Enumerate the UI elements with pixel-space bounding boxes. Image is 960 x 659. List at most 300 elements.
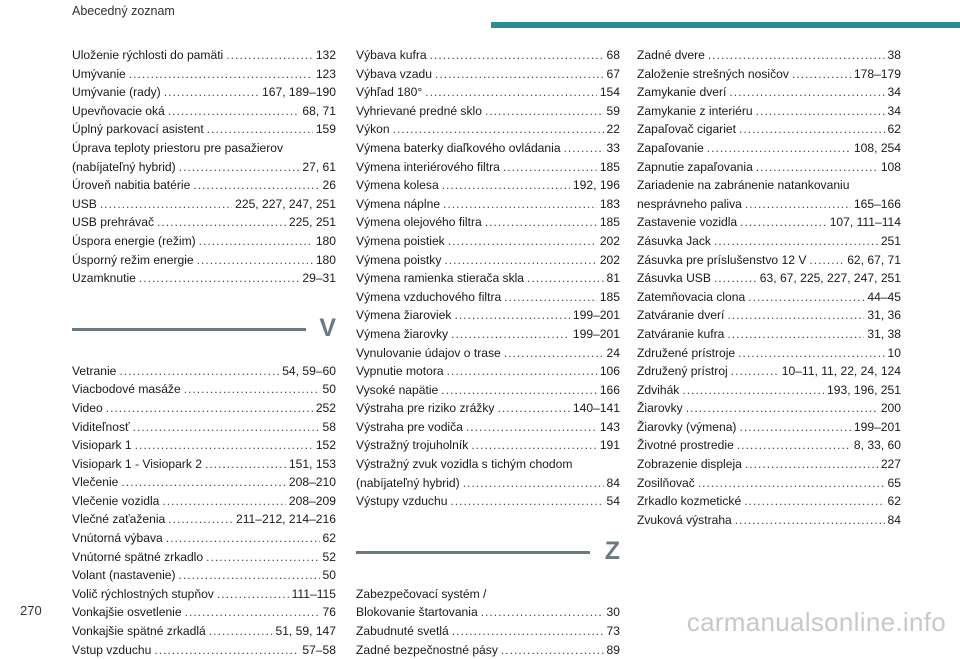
index-entry-pages: 108, 254 bbox=[853, 140, 901, 155]
dot-leader bbox=[564, 139, 604, 158]
index-entry-pages: 202 bbox=[599, 252, 620, 267]
index-entry-pages: 24 bbox=[606, 345, 620, 360]
index-entry bbox=[356, 213, 620, 232]
index-entry-pages: 132 bbox=[315, 48, 336, 62]
index-entry bbox=[356, 232, 620, 251]
index-entry-term: Vetranie bbox=[72, 363, 117, 378]
dot-leader bbox=[727, 325, 864, 344]
index-entry bbox=[72, 529, 336, 548]
dot-leader bbox=[425, 83, 597, 102]
index-entry bbox=[72, 399, 336, 418]
index-entry-pages: 202 bbox=[599, 233, 620, 248]
index-entry bbox=[356, 399, 620, 418]
index-entry-term: Úroveň nabitia batérie bbox=[72, 178, 191, 193]
index-entry-pages: 107, 111–114 bbox=[829, 215, 901, 230]
index-entry-term: Výmena olejového filtra bbox=[356, 215, 482, 230]
index-entry-term: nesprávneho paliva bbox=[637, 196, 742, 211]
index-entry-pages: 180 bbox=[315, 252, 336, 267]
dot-leader bbox=[119, 362, 279, 381]
index-entry-first-line: Úprava teploty priestoru pre pasažierov bbox=[72, 140, 284, 155]
header-accent-bar bbox=[491, 22, 960, 28]
dot-leader bbox=[450, 492, 603, 511]
index-entry-pages: 165–166 bbox=[853, 196, 901, 211]
index-entry bbox=[637, 399, 901, 418]
index-column-3 bbox=[637, 46, 901, 529]
dot-leader bbox=[452, 622, 604, 641]
index-entry-pages: 111–115 bbox=[291, 586, 336, 601]
index-entry bbox=[356, 492, 620, 511]
index-entry-pages: 252 bbox=[315, 400, 336, 415]
index-entry bbox=[356, 344, 620, 363]
index-entry-term: (nabíjateľný hybrid) bbox=[72, 159, 176, 174]
index-entry-pages: 178–179 bbox=[853, 66, 901, 81]
section-letter: Z bbox=[604, 536, 620, 565]
index-entry bbox=[72, 232, 336, 251]
index-entry-term: Vlečenie bbox=[72, 475, 119, 490]
index-entry-term: Zastavenie vozidla bbox=[637, 215, 738, 230]
dot-leader bbox=[756, 158, 878, 177]
index-entry-pages: 225, 227, 247, 251 bbox=[235, 196, 336, 211]
dot-leader bbox=[756, 102, 885, 121]
index-entry bbox=[72, 65, 336, 84]
index-entry-pages: 31, 36 bbox=[867, 308, 901, 323]
index-entry bbox=[72, 455, 336, 474]
index-entry-pages: 27, 61 bbox=[302, 159, 336, 174]
index-entry-pages: 31, 38 bbox=[867, 326, 901, 341]
dot-leader bbox=[727, 306, 864, 325]
index-entry bbox=[356, 418, 620, 437]
index-entry bbox=[356, 288, 620, 307]
index-entry-pages: 180 bbox=[315, 233, 336, 248]
index-entry-pages: 50 bbox=[322, 568, 336, 583]
dot-leader bbox=[226, 46, 313, 65]
index-entry bbox=[637, 102, 901, 121]
index-entry bbox=[637, 83, 901, 102]
index-entry-term: Visiopark 1 - Visiopark 2 bbox=[72, 456, 202, 471]
dot-leader bbox=[485, 213, 597, 232]
index-entry-pages: 200 bbox=[880, 401, 901, 416]
index-entry-pages: 151, 153 bbox=[288, 456, 336, 471]
index-entry-pages: 185 bbox=[599, 215, 620, 230]
dot-leader bbox=[184, 380, 320, 399]
dot-leader bbox=[698, 474, 885, 493]
entry-list-v-continued bbox=[356, 46, 620, 511]
index-entry bbox=[637, 474, 901, 493]
entry-list-z bbox=[356, 585, 620, 659]
index-entry-term: Zásuvka Jack bbox=[637, 233, 711, 248]
index-entry-term: Úsporný režim energie bbox=[72, 252, 194, 267]
index-entry-term: Životné prostredie bbox=[637, 438, 734, 453]
index-entry-term: Zamykanie z interiéru bbox=[637, 103, 753, 118]
index-entry bbox=[72, 269, 336, 288]
index-entry bbox=[637, 362, 901, 381]
section-divider-v bbox=[72, 313, 336, 354]
index-entry bbox=[72, 510, 336, 529]
index-entry-term: Úspora energie (režim) bbox=[72, 233, 196, 248]
section-letter: V bbox=[319, 313, 336, 342]
index-entry bbox=[637, 232, 901, 251]
index-entry bbox=[637, 306, 901, 325]
index-entry bbox=[356, 158, 620, 177]
dot-leader bbox=[497, 399, 569, 418]
index-entry-pages: 8, 33, 60 bbox=[853, 438, 901, 453]
index-entry bbox=[72, 492, 336, 511]
index-entry-pages: 58 bbox=[322, 419, 336, 434]
index-entry-pages: 51, 59, 147 bbox=[275, 624, 336, 639]
index-entry-pages: 251 bbox=[880, 233, 901, 248]
index-entry bbox=[72, 362, 336, 381]
index-entry-term: Umývanie (rady) bbox=[72, 85, 161, 100]
entry-list-z-continued bbox=[637, 46, 901, 529]
index-entry bbox=[637, 251, 901, 270]
index-entry bbox=[72, 566, 336, 585]
dot-leader bbox=[504, 344, 604, 363]
index-entry-term: Volič rýchlostných stupňov bbox=[72, 586, 214, 601]
index-entry-term: Viacbodové masáže bbox=[72, 382, 181, 397]
index-entry-term: Výmena žiaroviek bbox=[356, 308, 452, 323]
index-entry-term: Zásuvka pre príslušenstvo 12 V bbox=[637, 252, 807, 267]
index-entry-pages: 208–209 bbox=[288, 493, 336, 508]
dot-leader bbox=[444, 251, 596, 270]
index-entry-pages: 52 bbox=[322, 549, 336, 564]
index-entry-pages: 199–201 bbox=[572, 326, 620, 341]
index-entry bbox=[72, 418, 336, 437]
index-entry-term: Vyhrievané predné sklo bbox=[356, 103, 482, 118]
index-entry-term: USB prehrávač bbox=[72, 215, 155, 230]
dot-leader bbox=[442, 176, 570, 195]
index-entry-pages: 62 bbox=[887, 494, 901, 509]
index-entry-term: Vlečné zaťaženia bbox=[72, 512, 166, 527]
index-entry bbox=[72, 473, 336, 492]
index-entry-pages: 225, 251 bbox=[288, 215, 336, 230]
dot-leader bbox=[792, 65, 851, 84]
dot-leader bbox=[133, 418, 320, 437]
index-entry-pages: 57–58 bbox=[302, 642, 336, 657]
index-entry-pages: 54 bbox=[606, 494, 620, 509]
index-entry-term: Visiopark 1 bbox=[72, 438, 132, 453]
index-entry bbox=[72, 251, 336, 270]
index-entry-term: Výmena žiarovky bbox=[356, 326, 449, 341]
index-entry-term: Zatemňovacia clona bbox=[637, 289, 746, 304]
index-entry bbox=[356, 325, 620, 344]
index-entry-pages: 30 bbox=[606, 605, 620, 620]
index-entry bbox=[356, 102, 620, 121]
dot-leader bbox=[485, 102, 604, 121]
dot-leader bbox=[121, 473, 286, 492]
dot-leader bbox=[729, 83, 884, 102]
dot-leader bbox=[135, 436, 313, 455]
index-entry-pages: 106 bbox=[599, 364, 620, 379]
index-entry bbox=[637, 213, 901, 232]
index-entry-pages: 10–11, 11, 22, 24, 124 bbox=[781, 364, 901, 379]
watermark-text: carmanualsonline.info bbox=[686, 607, 946, 637]
index-entry-term: Výmena ramienka stierača skla bbox=[356, 271, 525, 286]
index-entry bbox=[356, 474, 620, 493]
index-entry bbox=[72, 195, 336, 214]
index-entry-term: Založenie strešných nosičov bbox=[637, 66, 789, 81]
index-entry bbox=[637, 269, 901, 288]
index-entry bbox=[637, 418, 901, 437]
index-entry-pages: 67 bbox=[606, 66, 620, 81]
dot-leader bbox=[100, 195, 232, 214]
index-entry bbox=[72, 83, 336, 102]
dot-leader bbox=[435, 65, 604, 84]
index-entry bbox=[637, 46, 901, 65]
index-entry-pages: 62 bbox=[887, 122, 901, 137]
index-entry-term: Vnútorná výbava bbox=[72, 531, 163, 546]
dot-leader bbox=[454, 306, 569, 325]
dot-leader bbox=[501, 641, 604, 659]
dot-leader bbox=[197, 251, 313, 270]
dot-leader bbox=[447, 362, 597, 381]
index-entry-pages: 152 bbox=[315, 438, 336, 453]
index-entry bbox=[637, 492, 901, 511]
index-entry bbox=[356, 65, 620, 84]
dot-leader bbox=[205, 455, 286, 474]
dot-leader bbox=[129, 65, 313, 84]
index-entry-pages: 191 bbox=[599, 438, 620, 453]
dot-leader bbox=[157, 213, 286, 232]
index-entry-pages: 159 bbox=[315, 122, 336, 137]
index-entry-term: Zásuvka USB bbox=[637, 271, 711, 286]
dot-leader bbox=[185, 603, 320, 622]
index-entry-term: USB bbox=[72, 196, 97, 211]
index-entry-term: Výmena vzduchového filtra bbox=[356, 289, 502, 304]
index-entry-pages: 63, 67, 225, 227, 247, 251 bbox=[759, 271, 901, 286]
dot-leader bbox=[527, 269, 604, 288]
dot-leader bbox=[471, 436, 597, 455]
index-entry-pages: 183 bbox=[599, 196, 620, 211]
index-entry-term: Zapnutie zapaľovania bbox=[637, 159, 753, 174]
index-entry bbox=[356, 362, 620, 381]
index-entry bbox=[72, 176, 336, 195]
index-entry bbox=[637, 381, 901, 400]
index-entry-term: Vonkajšie osvetlenie bbox=[72, 605, 182, 620]
index-entry-pages: 167, 189–190 bbox=[262, 85, 336, 100]
dot-leader bbox=[217, 585, 289, 604]
index-entry-term: Vypnutie motora bbox=[356, 364, 444, 379]
index-entry-pages: 59 bbox=[606, 103, 620, 118]
index-entry-pages: 123 bbox=[315, 66, 336, 81]
page-number: 270 bbox=[20, 603, 42, 618]
dot-leader bbox=[443, 195, 597, 214]
dot-leader bbox=[209, 622, 273, 641]
index-entry-pages: 199–201 bbox=[572, 308, 620, 323]
dot-leader bbox=[740, 213, 827, 232]
index-entry bbox=[637, 120, 901, 139]
index-entry-term: Vynulovanie údajov o trase bbox=[356, 345, 501, 360]
index-entry-term: Zatváranie dverí bbox=[637, 308, 725, 323]
dot-leader bbox=[731, 362, 779, 381]
dot-leader bbox=[738, 344, 884, 363]
index-entry-term: Združené prístroje bbox=[637, 345, 736, 360]
dot-leader bbox=[106, 399, 313, 418]
index-entry-term: Uzamknutie bbox=[72, 271, 136, 286]
index-entry-pages: 76 bbox=[322, 605, 336, 620]
section-rule bbox=[356, 551, 590, 554]
index-entry-term: Volant (nastavenie) bbox=[72, 568, 176, 583]
index-entry bbox=[637, 436, 901, 455]
section-rule bbox=[72, 328, 306, 331]
index-entry bbox=[72, 102, 336, 121]
index-entry-pages: 192, 196 bbox=[572, 178, 620, 193]
section-divider-z bbox=[356, 536, 620, 577]
index-entry-pages: 22 bbox=[606, 122, 620, 137]
dot-leader bbox=[503, 158, 597, 177]
dot-leader bbox=[466, 418, 597, 437]
index-entry-term: Upevňovacie oká bbox=[72, 103, 165, 118]
index-entry bbox=[356, 436, 620, 455]
dot-leader bbox=[737, 436, 851, 455]
index-entry-term: Vnútorné spätné zrkadlo bbox=[72, 549, 204, 564]
index-entry bbox=[72, 380, 336, 399]
dot-leader bbox=[809, 251, 844, 270]
index-entry-term: Výbava vzadu bbox=[356, 66, 432, 81]
index-entry-pages: 84 bbox=[887, 512, 901, 527]
dot-leader bbox=[206, 548, 319, 567]
index-entry-pages: 81 bbox=[606, 271, 620, 286]
index-entry-pages: 143 bbox=[599, 419, 620, 434]
dot-leader bbox=[164, 83, 259, 102]
index-entry-term: Výbava kufra bbox=[356, 48, 427, 62]
index-entry-term: Výstraha pre riziko zrážky bbox=[356, 401, 495, 416]
dot-leader bbox=[207, 120, 313, 139]
index-entry bbox=[356, 622, 620, 641]
dot-leader bbox=[168, 510, 233, 529]
index-entry-pages: 65 bbox=[887, 475, 901, 490]
dot-leader bbox=[448, 232, 597, 251]
index-entry-term: Zdvihák bbox=[637, 382, 680, 397]
index-entry-term: Vlečenie vozidla bbox=[72, 493, 160, 508]
index-entry-pages: 185 bbox=[599, 289, 620, 304]
dot-leader bbox=[686, 399, 878, 418]
dot-leader bbox=[463, 474, 604, 493]
index-entry-pages: 193, 196, 251 bbox=[827, 382, 901, 397]
index-entry-term: Viditeľnosť bbox=[72, 419, 130, 434]
dot-leader bbox=[744, 492, 884, 511]
index-entry-term: Zosilňovač bbox=[637, 475, 695, 490]
index-entry-term: Vonkajšie spätné zrkadlá bbox=[72, 624, 206, 639]
index-entry-term: Vstup vzduchu bbox=[72, 642, 152, 657]
dot-leader bbox=[162, 492, 286, 511]
index-entry bbox=[72, 46, 336, 65]
dot-leader bbox=[735, 511, 885, 530]
index-entry-term: Zatváranie kufra bbox=[637, 326, 725, 341]
index-entry bbox=[72, 120, 336, 139]
index-entry bbox=[637, 511, 901, 530]
index-entry-pages: 89 bbox=[606, 642, 620, 657]
index-entry-pages: 84 bbox=[606, 475, 620, 490]
index-entry-term: Výkon bbox=[356, 122, 390, 137]
index-column-1 bbox=[72, 46, 336, 659]
index-entry-pages: 50 bbox=[322, 382, 336, 397]
index-entry-term: Zadné bezpečnostné pásy bbox=[356, 642, 498, 657]
index-entry-pages: 68 bbox=[606, 48, 620, 62]
index-entry-term: Výstupy vzduchu bbox=[356, 494, 448, 509]
index-entry-pages: 54, 59–60 bbox=[282, 363, 336, 378]
index-entry bbox=[356, 176, 620, 195]
index-entry bbox=[637, 65, 901, 84]
index-entry bbox=[72, 622, 336, 641]
dot-leader bbox=[739, 120, 885, 139]
index-entry-term: Zamykanie dverí bbox=[637, 85, 727, 100]
index-entry-pages: 208–210 bbox=[288, 475, 336, 490]
index-entry-pages: 10 bbox=[887, 345, 901, 360]
index-entry-term: (nabíjateľný hybrid) bbox=[356, 475, 460, 490]
index-entry bbox=[72, 603, 336, 622]
index-entry-pages: 211–212, 214–216 bbox=[236, 512, 336, 527]
dot-leader bbox=[745, 455, 878, 474]
index-entry-term: Výmena poistiek bbox=[356, 233, 445, 248]
index-entry-pages: 26 bbox=[322, 178, 336, 193]
index-entry-term: Zrkadlo kozmetické bbox=[637, 494, 742, 509]
index-entry-term: Výstražný trojuholník bbox=[356, 438, 469, 453]
index-entry-pages: 62, 67, 71 bbox=[847, 252, 901, 267]
dot-leader bbox=[193, 176, 319, 195]
dot-leader bbox=[168, 102, 300, 121]
index-entry bbox=[637, 344, 901, 363]
index-entry bbox=[72, 213, 336, 232]
index-entry bbox=[72, 158, 336, 177]
index-entry bbox=[72, 585, 336, 604]
dot-leader bbox=[504, 288, 597, 307]
index-column-2 bbox=[356, 46, 620, 659]
index-entry-term: Zobrazenie displeja bbox=[637, 457, 742, 472]
dot-leader bbox=[481, 603, 604, 622]
index-entry-term: Výmena interiérového filtra bbox=[356, 159, 500, 174]
dot-leader bbox=[139, 269, 300, 288]
index-entry-pages: 44–45 bbox=[867, 289, 901, 304]
index-entry-pages: 29–31 bbox=[302, 271, 336, 286]
index-entry bbox=[356, 120, 620, 139]
index-entry-pages: 73 bbox=[606, 624, 620, 639]
index-entry-term: Výmena kolesa bbox=[356, 178, 439, 193]
page-header-title: Abecedný zoznam bbox=[72, 4, 175, 18]
index-entry bbox=[356, 641, 620, 659]
index-entry-pages: 34 bbox=[887, 85, 901, 100]
index-entry bbox=[356, 269, 620, 288]
dot-leader bbox=[739, 418, 850, 437]
index-entry-term: Výmena baterky diaľkového ovládania bbox=[356, 140, 561, 155]
index-entry bbox=[637, 288, 901, 307]
index-entry-term: Blokovanie štartovania bbox=[356, 605, 478, 620]
index-entry bbox=[72, 436, 336, 455]
index-entry-term: Zapaľovanie bbox=[637, 140, 704, 155]
index-entry-term: Žiarovky (výmena) bbox=[637, 419, 737, 434]
index-entry-pages: 68, 71 bbox=[302, 103, 336, 118]
index-entry-first-line: Zabezpečovací systém / bbox=[356, 586, 487, 601]
dot-leader bbox=[154, 641, 299, 659]
index-entry-term: Výstraha pre vodiča bbox=[356, 419, 463, 434]
index-entry-term: Zapaľovač cigariet bbox=[637, 122, 736, 137]
index-entry bbox=[637, 158, 901, 177]
dot-leader bbox=[748, 288, 864, 307]
index-entry-term: Združený prístroj bbox=[637, 364, 728, 379]
dot-leader bbox=[745, 195, 851, 214]
index-entry-pages: 108 bbox=[880, 159, 901, 174]
index-entry-term: Zadné dvere bbox=[637, 48, 705, 62]
dot-leader bbox=[179, 566, 320, 585]
index-entry bbox=[637, 139, 901, 158]
index-entry-term: Úplný parkovací asistent bbox=[72, 122, 204, 137]
dot-leader bbox=[441, 381, 597, 400]
dot-leader bbox=[179, 158, 300, 177]
index-entry bbox=[637, 325, 901, 344]
index-entry-first-line: Výstražný zvuk vozidla s tichým chodom bbox=[356, 457, 573, 472]
dot-leader bbox=[393, 120, 604, 139]
index-entry-term: Zvuková výstraha bbox=[637, 512, 732, 527]
index-entry-pages: 34 bbox=[887, 103, 901, 118]
